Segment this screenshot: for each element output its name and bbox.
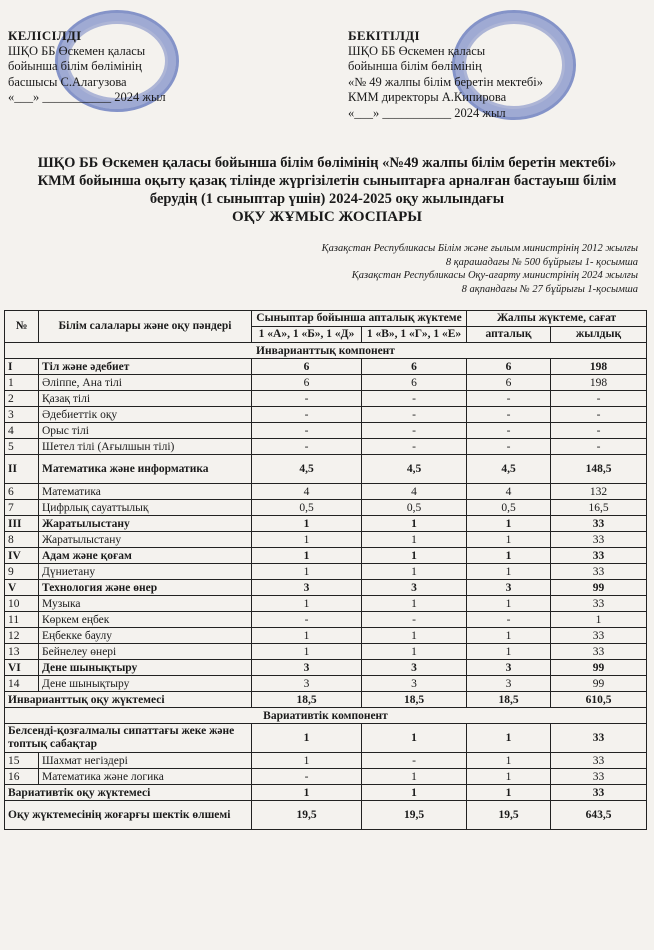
- row-number: I: [5, 359, 39, 375]
- load-group-2: -: [362, 439, 467, 455]
- load-group-2: 1: [362, 564, 467, 580]
- load-weekly: 1: [467, 548, 551, 564]
- approval-line: ШҚО ББ Өскемен қаласы: [348, 43, 486, 58]
- row-number: 1: [5, 375, 39, 391]
- table-body: [5, 343, 647, 830]
- subject-name: Шетел тілі (Ағылшын тілі): [39, 439, 252, 455]
- basis-line: Қазақстан Республикасы Білім және ғылым министрінің 2012 жылғы: [321, 243, 638, 254]
- load-weekly: 3: [467, 676, 551, 692]
- load-group-2: -: [362, 753, 467, 769]
- row-label: Инварианттық оқу жүктемесі: [5, 692, 252, 708]
- approval-line: бойынша білім бөлімінің: [348, 59, 482, 73]
- subject-name: Дүниетану: [39, 564, 252, 580]
- load-yearly: 33: [551, 516, 647, 532]
- load-group-2: 1: [362, 628, 467, 644]
- row-number: 15: [5, 753, 39, 769]
- row-number: 5: [5, 439, 39, 455]
- table-row: [5, 753, 647, 769]
- row-number: II: [5, 455, 39, 484]
- row-number: IV: [5, 548, 39, 564]
- row-number: V: [5, 580, 39, 596]
- load-yearly: 33: [551, 753, 647, 769]
- load-group-1: 1: [252, 628, 362, 644]
- load-group-1: -: [252, 612, 362, 628]
- load-group-1: 4: [252, 484, 362, 500]
- load-yearly: 198: [551, 359, 647, 375]
- load-weekly: 4,5: [467, 455, 551, 484]
- subject-name: Дене шынықтыру: [39, 660, 252, 676]
- load-weekly: 4: [467, 484, 551, 500]
- load-group-1: 1: [252, 724, 362, 753]
- approval-title: КЕЛІСІЛДІ: [8, 28, 82, 43]
- load-group-1: 1: [252, 564, 362, 580]
- subject-name: Математика және логика: [39, 769, 252, 785]
- basis-line: 8 ақпандағы № 27 бұйрығы 1-қосымша: [461, 283, 638, 295]
- subject-name: Көркем еңбек: [39, 612, 252, 628]
- row-label: Вариативтік оқу жүктемесі: [5, 785, 252, 801]
- total-invariant-row: [5, 692, 647, 708]
- row-number: 16: [5, 769, 39, 785]
- table-row: [5, 612, 647, 628]
- load-yearly: 33: [551, 532, 647, 548]
- approval-title: БЕКІТІЛДІ: [348, 28, 420, 43]
- header-weekly: апталық: [467, 327, 551, 343]
- load-weekly: 1: [467, 564, 551, 580]
- load-weekly: -: [467, 407, 551, 423]
- table-row: [5, 596, 647, 612]
- load-group-2: -: [362, 407, 467, 423]
- load-group-2: 18,5: [362, 692, 467, 708]
- subject-name: Еңбекке баулу: [39, 628, 252, 644]
- load-yearly: 33: [551, 548, 647, 564]
- header-group-1: 1 «А», 1 «Б», 1 «Д»: [252, 327, 362, 343]
- section-header-invariant: Инварианттық компонент: [5, 343, 647, 359]
- table-row: [5, 439, 647, 455]
- heading-text: ШҚО ББ Өскемен қаласы бойынша білім бөлімінің «№49 жалпы білім беретін мектебі» КММ бойынша оқыту қазақ тілінде жүргізілетін сыныптарға арналған бастауыш білім берудің (1 сыныптар үшін) 2024-2025 оқу жылындағы: [37, 155, 617, 207]
- load-yearly: -: [551, 391, 647, 407]
- subject-name: Орыс тілі: [39, 423, 252, 439]
- load-weekly: 6: [467, 359, 551, 375]
- table-row: [5, 532, 647, 548]
- load-yearly: 148,5: [551, 455, 647, 484]
- load-weekly: 6: [467, 375, 551, 391]
- load-yearly: -: [551, 407, 647, 423]
- load-group-1: -: [252, 423, 362, 439]
- load-yearly: 99: [551, 580, 647, 596]
- load-group-1: 1: [252, 548, 362, 564]
- load-group-2: 0,5: [362, 500, 467, 516]
- load-group-1: 1: [252, 753, 362, 769]
- document-title: ОҚУ ЖҰМЫС ЖОСПАРЫ: [232, 209, 422, 225]
- load-group-2: 1: [362, 516, 467, 532]
- load-yearly: 198: [551, 375, 647, 391]
- table-row: [5, 660, 647, 676]
- load-group-2: -: [362, 612, 467, 628]
- row-number: 11: [5, 612, 39, 628]
- approval-block-agreed: [8, 28, 248, 106]
- approval-block-approved: [348, 28, 648, 121]
- row-number: 10: [5, 596, 39, 612]
- row-number: 2: [5, 391, 39, 407]
- subject-name: Музыка: [39, 596, 252, 612]
- load-group-2: 1: [362, 785, 467, 801]
- load-weekly: -: [467, 423, 551, 439]
- subject-name: Қазақ тілі: [39, 391, 252, 407]
- load-group-2: -: [362, 391, 467, 407]
- subject-name: Дене шынықтыру: [39, 676, 252, 692]
- load-yearly: -: [551, 439, 647, 455]
- header-number: №: [5, 311, 39, 343]
- load-group-1: -: [252, 769, 362, 785]
- load-weekly: 3: [467, 660, 551, 676]
- row-number: 3: [5, 407, 39, 423]
- load-group-2: 6: [362, 359, 467, 375]
- load-group-2: 19,5: [362, 801, 467, 830]
- table-row: [5, 644, 647, 660]
- load-yearly: 99: [551, 660, 647, 676]
- load-yearly: 33: [551, 628, 647, 644]
- table-row: [5, 548, 647, 564]
- subject-name: Технология және өнер: [39, 580, 252, 596]
- approval-line: «___» ___________ 2024 жыл: [8, 90, 166, 104]
- table-row: [5, 455, 647, 484]
- load-weekly: 1: [467, 769, 551, 785]
- load-weekly: 1: [467, 724, 551, 753]
- table-row: [5, 500, 647, 516]
- table-row: [5, 391, 647, 407]
- load-weekly: 3: [467, 580, 551, 596]
- load-yearly: 610,5: [551, 692, 647, 708]
- legal-basis: [118, 242, 638, 296]
- approval-line: «___» ___________ 2024 жыл: [348, 105, 506, 120]
- load-weekly: 0,5: [467, 500, 551, 516]
- load-yearly: 33: [551, 724, 647, 753]
- load-yearly: 99: [551, 676, 647, 692]
- row-number: III: [5, 516, 39, 532]
- header-subject: Білім салалары және оқу пәндері: [39, 311, 252, 343]
- load-weekly: 1: [467, 532, 551, 548]
- load-group-1: 1: [252, 596, 362, 612]
- load-weekly: 1: [467, 628, 551, 644]
- load-group-2: 6: [362, 375, 467, 391]
- load-group-2: -: [362, 423, 467, 439]
- load-yearly: 16,5: [551, 500, 647, 516]
- load-group-1: -: [252, 407, 362, 423]
- load-weekly: 1: [467, 596, 551, 612]
- subject-name: Жаратылыстану: [39, 532, 252, 548]
- row-number: 6: [5, 484, 39, 500]
- table-row: [5, 769, 647, 785]
- load-weekly: -: [467, 439, 551, 455]
- row-number: 14: [5, 676, 39, 692]
- table-row: [5, 359, 647, 375]
- load-group-2: 1: [362, 724, 467, 753]
- load-group-2: 4,5: [362, 455, 467, 484]
- total-variative-row: [5, 785, 647, 801]
- load-group-1: -: [252, 391, 362, 407]
- load-weekly: 1: [467, 516, 551, 532]
- table-row: [5, 516, 647, 532]
- row-number: 13: [5, 644, 39, 660]
- section-header-variative: Вариативтік компонент: [5, 708, 647, 724]
- subject-name: Математика және информатика: [39, 455, 252, 484]
- load-group-2: 1: [362, 644, 467, 660]
- load-group-1: 0,5: [252, 500, 362, 516]
- basis-line: Қазақстан Республикасы Оқу-ағарту министрінің 2024 жылғы: [351, 270, 638, 281]
- load-weekly: 19,5: [467, 801, 551, 830]
- load-group-2: 1: [362, 596, 467, 612]
- load-weekly: 18,5: [467, 692, 551, 708]
- header-group-2: 1 «В», 1 «Г», 1 «Е»: [362, 327, 467, 343]
- load-yearly: 33: [551, 769, 647, 785]
- load-group-2: 1: [362, 769, 467, 785]
- table-row: [5, 423, 647, 439]
- row-number: 12: [5, 628, 39, 644]
- approval-line: ШҚО ББ Өскемен қаласы: [8, 43, 146, 58]
- load-yearly: 1: [551, 612, 647, 628]
- header-yearly: жылдық: [551, 327, 647, 343]
- load-weekly: 1: [467, 785, 551, 801]
- load-group-2: 3: [362, 676, 467, 692]
- load-yearly: 33: [551, 785, 647, 801]
- load-yearly: -: [551, 423, 647, 439]
- load-yearly: 132: [551, 484, 647, 500]
- load-weekly: -: [467, 612, 551, 628]
- load-group-1: 1: [252, 785, 362, 801]
- load-weekly: 1: [467, 644, 551, 660]
- load-group-2: 1: [362, 532, 467, 548]
- subject-name: Цифрлық сауаттылық: [39, 500, 252, 516]
- load-yearly: 33: [551, 596, 647, 612]
- load-group-2: 3: [362, 660, 467, 676]
- subject-name: Жаратылыстану: [39, 516, 252, 532]
- load-group-2: 3: [362, 580, 467, 596]
- row-number: 4: [5, 423, 39, 439]
- load-group-1: 18,5: [252, 692, 362, 708]
- subject-name: Шахмат негіздері: [39, 753, 252, 769]
- curriculum-table: [4, 310, 647, 830]
- load-group-2: 4: [362, 484, 467, 500]
- load-group-1: 1: [252, 532, 362, 548]
- load-group-1: -: [252, 439, 362, 455]
- load-group-1: 3: [252, 676, 362, 692]
- load-group-1: 6: [252, 375, 362, 391]
- table-row: [5, 375, 647, 391]
- basis-line: 8 қарашадағы № 500 бұйрығы 1- қосымша: [445, 256, 638, 268]
- max-load-row: [5, 801, 647, 830]
- load-group-1: 1: [252, 644, 362, 660]
- subject-name: Бейнелеу өнері: [39, 644, 252, 660]
- load-yearly: 33: [551, 644, 647, 660]
- load-weekly: 1: [467, 753, 551, 769]
- table-row: [5, 484, 647, 500]
- load-yearly: 33: [551, 564, 647, 580]
- header-total-load: Жалпы жүктеме, сағат: [467, 311, 647, 327]
- subject-name: Адам және қоғам: [39, 548, 252, 564]
- load-group-2: 1: [362, 548, 467, 564]
- row-number: 8: [5, 532, 39, 548]
- table-row: [5, 407, 647, 423]
- row-number: 9: [5, 564, 39, 580]
- load-group-1: 6: [252, 359, 362, 375]
- subject-name: Әліппе, Ана тілі: [39, 375, 252, 391]
- approval-line: бойынша білім бөлімінің: [8, 59, 142, 73]
- subject-name: Тіл және әдебиет: [39, 359, 252, 375]
- row-label: Оқу жүктемесінің жоғарғы шектік өлшемі: [5, 801, 252, 830]
- approval-line: «№ 49 жалпы білім беретін мектебі»: [348, 74, 544, 89]
- load-group-1: 19,5: [252, 801, 362, 830]
- subject-name: Әдебиеттік оқу: [39, 407, 252, 423]
- subject-name: Математика: [39, 484, 252, 500]
- load-yearly: 643,5: [551, 801, 647, 830]
- approval-line: басшысы С.Алагузова: [8, 74, 127, 89]
- load-weekly: -: [467, 391, 551, 407]
- table-row: [5, 564, 647, 580]
- row-label: Белсенді-қозғалмалы сипаттағы жеке және топтық сабақтар: [5, 724, 252, 753]
- row-number: VI: [5, 660, 39, 676]
- table-row: [5, 628, 647, 644]
- load-group-1: 1: [252, 516, 362, 532]
- document-heading: [20, 154, 634, 226]
- row-number: 7: [5, 500, 39, 516]
- load-group-1: 3: [252, 580, 362, 596]
- table-row: [5, 676, 647, 692]
- table-row: [5, 580, 647, 596]
- approval-line: КММ директоры А.Кипирова: [348, 90, 507, 104]
- load-group-1: 4,5: [252, 455, 362, 484]
- elective-row: [5, 724, 647, 753]
- header-weekly-load: Сыныптар бойынша апталық жүктеме: [252, 311, 467, 327]
- load-group-1: 3: [252, 660, 362, 676]
